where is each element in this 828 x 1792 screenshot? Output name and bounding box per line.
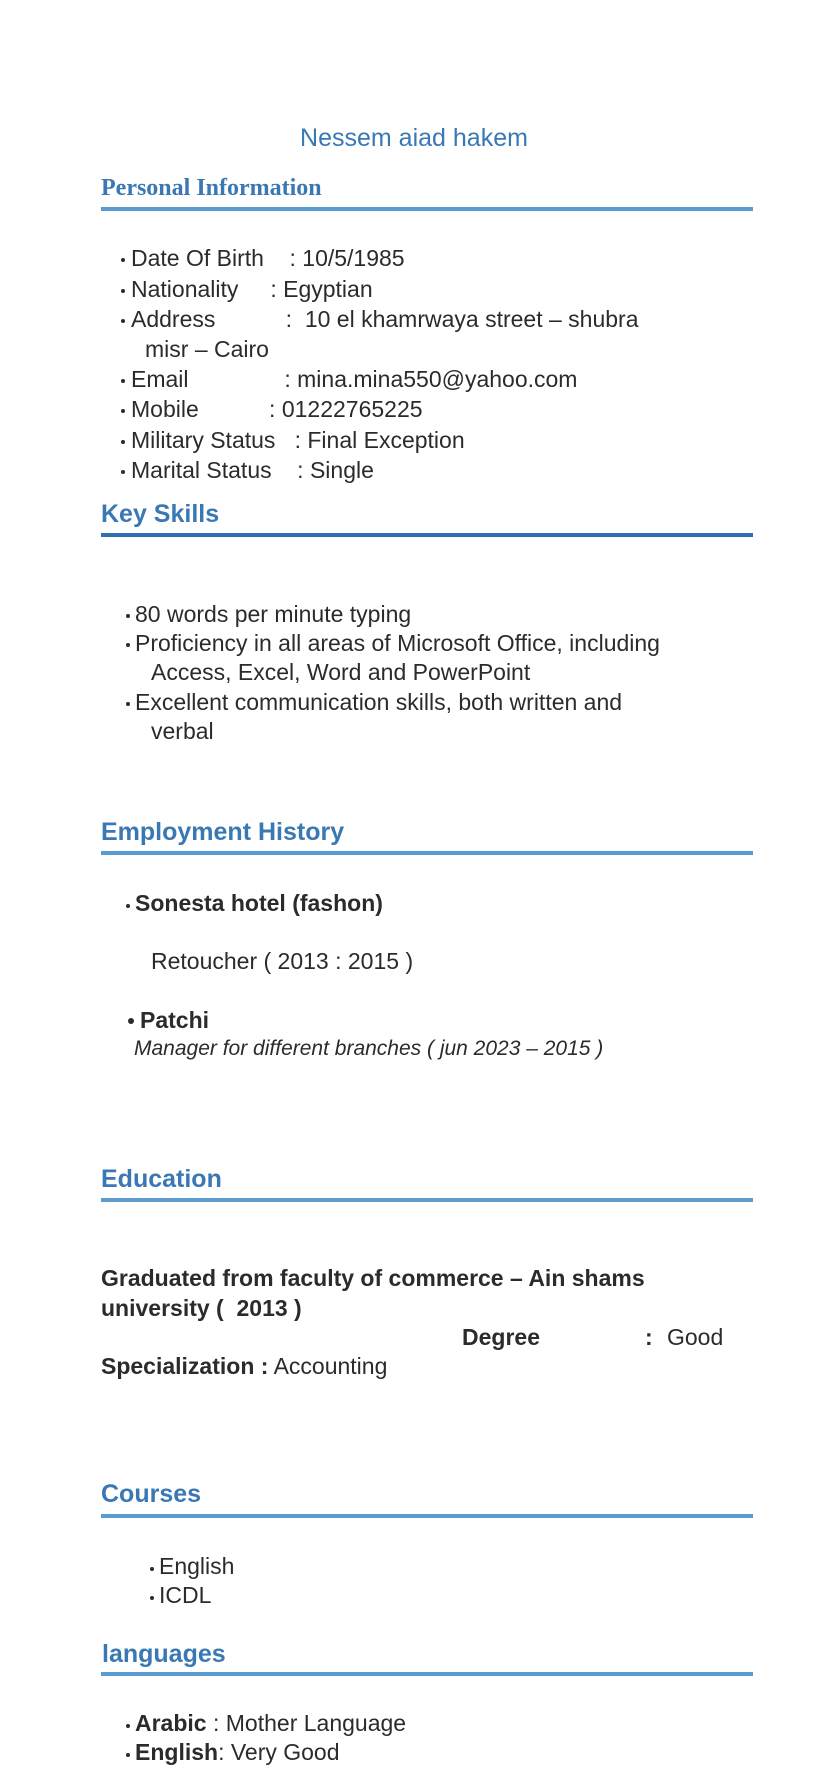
personal-mobile: Mobile : 01222765225 <box>131 396 423 422</box>
section-title-courses: Courses <box>101 1480 202 1508</box>
language-english <box>135 1737 340 1767</box>
personal-military: Military Status : Final Exception <box>131 427 465 453</box>
specialization-label: Specialization : <box>101 1353 269 1379</box>
bullet-icon <box>121 258 125 262</box>
personal-marital: Marital Status : Single <box>131 457 374 483</box>
bullet-icon <box>121 440 125 444</box>
course-item: ICDL <box>159 1582 212 1608</box>
language-level: : Very Good <box>218 1739 340 1765</box>
skill-communication: Excellent communication skills, both written and <box>135 689 623 715</box>
degree-separator: : <box>645 1324 653 1350</box>
cv-name: Nessem aiad hakem <box>300 124 528 152</box>
job1-company: Sonesta hotel (fashon) <box>135 890 383 916</box>
bullet-icon <box>150 1596 154 1600</box>
bullet-icon <box>128 1018 134 1024</box>
language-level: : Mother Language <box>206 1710 407 1736</box>
degree-value: Good <box>667 1324 724 1350</box>
section-title-employment: Employment History <box>101 818 345 846</box>
skill-office: Proficiency in all areas of Microsoft Office, including <box>135 630 660 656</box>
job1-role: Retoucher ( 2013 : 2015 ) <box>151 948 414 974</box>
bullet-icon <box>126 1724 130 1728</box>
section-rule-personal <box>101 207 753 211</box>
personal-dob: Date Of Birth : 10/5/1985 <box>131 245 405 271</box>
section-title-personal: Personal Information <box>101 175 322 201</box>
personal-address-cont: misr – Cairo <box>145 336 269 362</box>
specialization-value: Accounting <box>273 1353 388 1379</box>
section-rule-languages <box>101 1672 753 1676</box>
bullet-icon <box>121 379 125 383</box>
personal-email: Email : mina.mina550@yahoo.com <box>131 366 578 392</box>
education-line1: Graduated from faculty of commerce – Ain shams <box>101 1265 645 1291</box>
bullet-icon <box>126 904 130 908</box>
section-title-languages: languages <box>102 1640 226 1668</box>
bullet-icon <box>126 643 130 647</box>
bullet-icon <box>126 702 130 706</box>
course-item: English <box>159 1553 235 1579</box>
bullet-icon <box>121 409 125 413</box>
job2-role: Manager for different branches ( jun 2023 – 2015 ) <box>134 1037 604 1060</box>
job2-company: Patchi <box>140 1007 210 1033</box>
section-rule-courses <box>101 1514 753 1518</box>
personal-address: Address : 10 el khamrwaya street – shubra <box>131 306 639 332</box>
bullet-icon <box>150 1567 154 1571</box>
skill-communication-cont: verbal <box>151 718 214 744</box>
specialization-row <box>101 1351 387 1381</box>
degree-label: Degree <box>462 1324 540 1350</box>
bullet-icon <box>121 470 125 474</box>
bullet-icon <box>121 319 125 323</box>
language-name: Arabic <box>135 1710 207 1736</box>
section-title-education: Education <box>101 1165 222 1193</box>
education-line2: university ( 2013 ) <box>101 1295 302 1321</box>
language-arabic <box>135 1708 406 1738</box>
skill-typing: 80 words per minute typing <box>135 601 412 627</box>
bullet-icon <box>121 289 125 293</box>
personal-nationality: Nationality : Egyptian <box>131 276 373 302</box>
language-name: English <box>135 1739 219 1765</box>
skill-office-cont: Access, Excel, Word and PowerPoint <box>151 659 531 685</box>
section-rule-skills <box>101 533 753 537</box>
section-rule-employment <box>101 851 753 855</box>
section-title-skills: Key Skills <box>101 500 220 528</box>
section-rule-education <box>101 1198 753 1202</box>
bullet-icon <box>126 614 130 618</box>
bullet-icon <box>126 1753 130 1757</box>
